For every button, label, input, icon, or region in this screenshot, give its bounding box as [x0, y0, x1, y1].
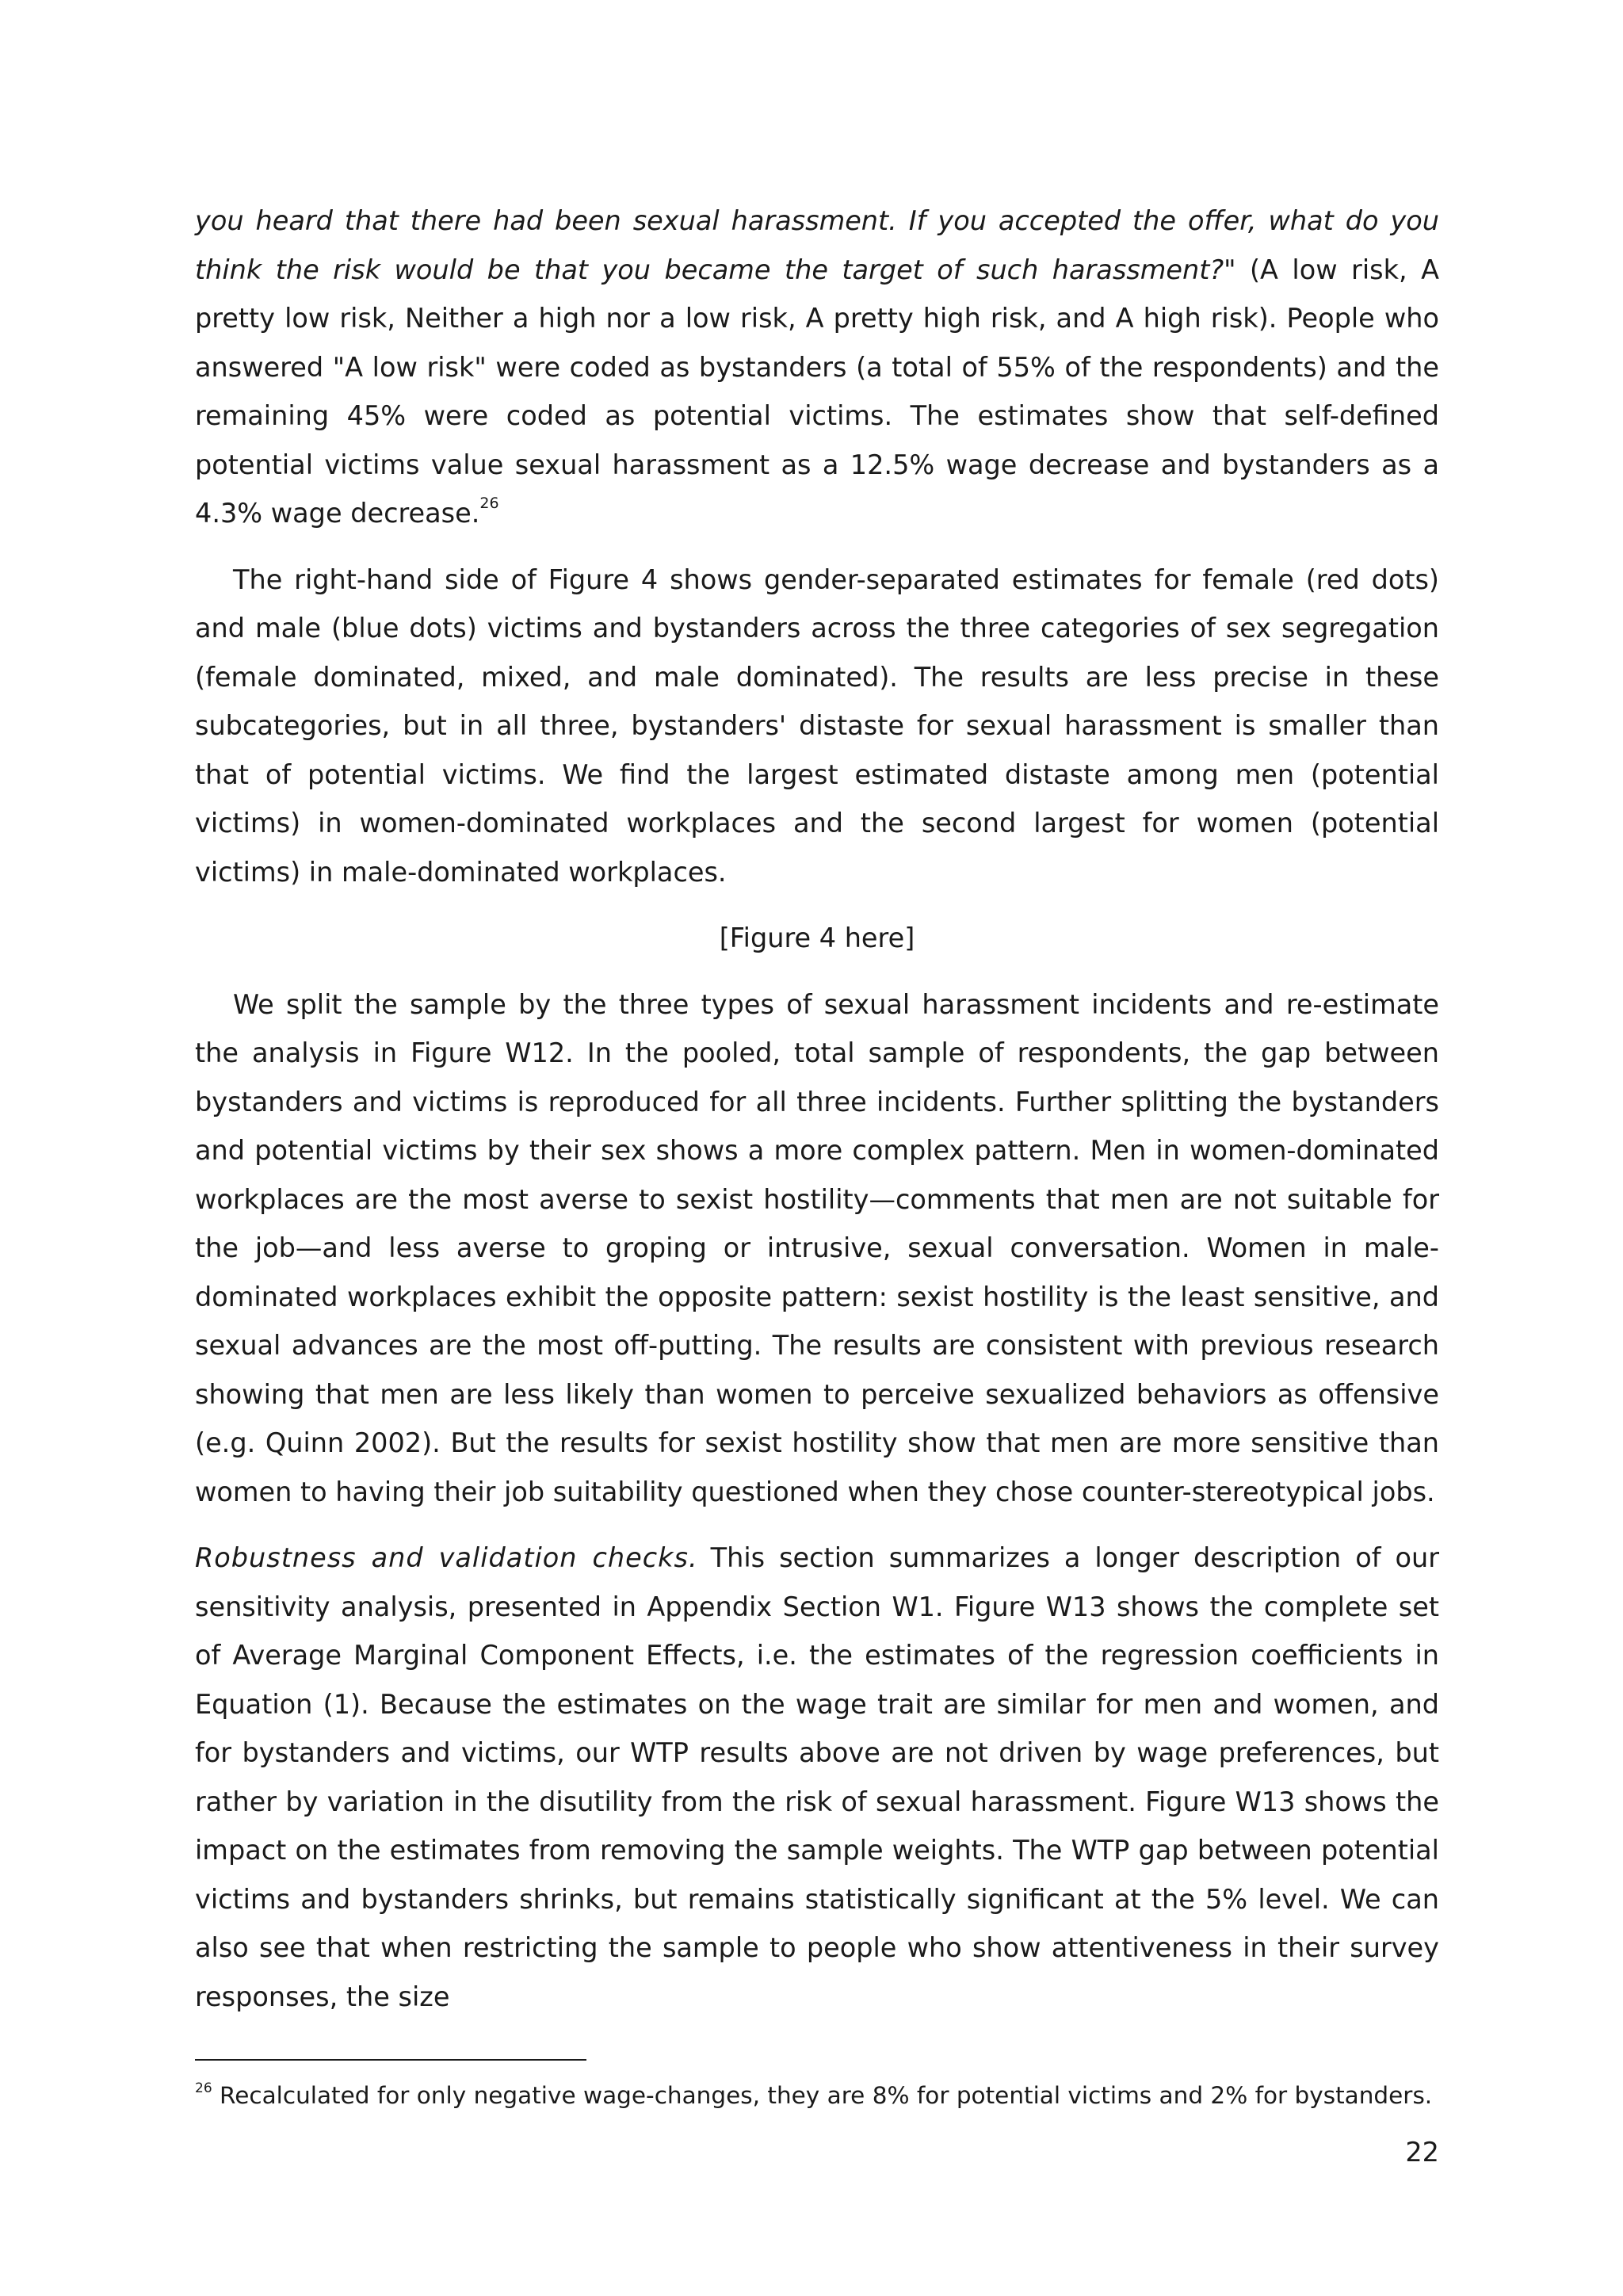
paragraph-1-italic-quote: you heard that there had been sexual harassment. If you accepted the offer, what do you think the risk would be that you became the target of such harassment?"	[195, 205, 1439, 285]
section-heading-robustness: Robustness and validation checks.	[195, 1542, 698, 1573]
paragraph-2: The right-hand side of Figure 4 shows gender-separated estimates for female (red dots) and male (blue dots) victims and bystanders across the three categories of sex segregation (female dominated, mixed, and male dominated). The results are less precise in these subcategories, but in all three, bystanders' distaste for sexual harassment is smaller than that of potential victims. We find the largest estimated distaste among men (potential victims) in women-dominated workplaces and the second largest for women (potential victims) in male-dominated workplaces.	[195, 563, 1439, 888]
page-body	[195, 197, 1439, 2021]
figure-placeholder: [Figure 4 here]	[719, 923, 915, 953]
footnote-ref-26[interactable]: 26	[479, 495, 499, 512]
paragraph-4	[195, 1534, 1439, 2021]
footnote-26	[195, 2078, 1439, 2113]
footnote-divider	[195, 2059, 586, 2061]
paragraph-3: We split the sample by the three types of sexual harassment incidents and re-estimate the analysis in Figure W12. In the pooled, total sample of respondents, the gap between bystanders and victims is reproduced for all three incidents. Further splitting the bystanders and potential victims by their sex shows a more complex pattern. Men in women-dominated workplaces are the most averse to sexist hostility—comments that men are not suitable for the job—and less averse to groping or intrusive, sexual conversation. Women in male-dominated workplaces exhibit the opposite pattern: sexist hostility is the least sensitive, and sexual advances are the most off-putting. The results are consistent with previous research showing that men are less likely than women to perceive sexualized behaviors as offensive (e.g. Quinn 2002). But the results for sexist hostility show that men are more sensitive than women to having their job suitability questioned when they chose counter-stereotypical jobs.	[195, 988, 1439, 1507]
paragraph-1	[195, 197, 1439, 538]
footnote-number: 26	[195, 2080, 212, 2096]
paragraph-1-text: (A low risk, A pretty low risk, Neither a high nor a low risk, A pretty high risk, and A high risk). People who answered "A low risk" were coded as bystanders (a total of 55% of the respondents) and the remaining 45% were coded as potential victims. The estimates show that self-defined potential victims value sexual harassment as a 12.5% wage decrease and bystanders as a 4.3% wage decrease.	[195, 254, 1439, 529]
footnote-text: Recalculated for only negative wage-changes, they are 8% for potential victims and 2% for bystanders.	[220, 2082, 1433, 2109]
paragraph-4-text: This section summarizes a longer description of our sensitivity analysis, presented in Appendix Section W1. Figure W13 shows the complete set of Average Marginal Component Effects, i.e. the estimates of the regression coefficients in Equation (1). Because the estimates on the wage trait are similar for men and women, and for bystanders and victims, our WTP results above are not driven by wage preferences, but rather by variation in the disutility from the risk of sexual harassment. Figure W13 shows the impact on the estimates from removing the sample weights. The WTP gap between potential victims and bystanders shrinks, but remains statistically significant at the 5% level. We can also see that when restricting the sample to people who show attentiveness in their survey responses, the size	[195, 1542, 1439, 2012]
page-number: 22	[1405, 2137, 1439, 2168]
